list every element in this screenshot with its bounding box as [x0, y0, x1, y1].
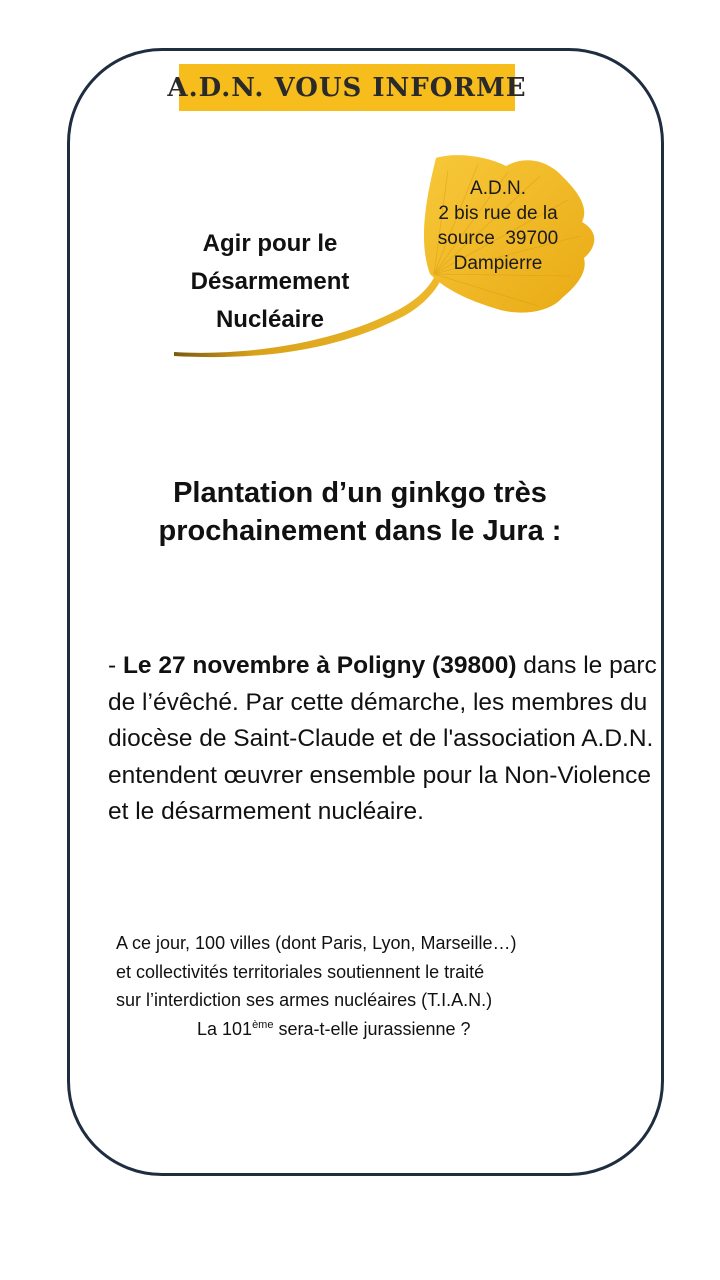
org-name-line: Agir pour le	[202, 230, 338, 257]
headline	[100, 474, 620, 550]
event-body: dans le parc de l’évêché. Par cette démarche, les membres du diocèse de Saint-Claude et de l'association A.D.N. entendent œuvrer ensemble pour la Non-Violence et le désarmement nucléaire.	[108, 652, 657, 825]
org-name-line: Nucléaire	[215, 306, 325, 333]
event-dash: -	[108, 652, 123, 679]
question-superscript: ème	[252, 1018, 274, 1031]
org-name	[170, 225, 370, 339]
event-date-place: Le 27 novembre à Poligny (39800)	[122, 652, 517, 679]
event-description	[108, 648, 670, 831]
headline-line: Plantation d’un ginkgo très	[173, 477, 547, 509]
address-line: 2 bis rue de la	[438, 203, 558, 224]
closing-question	[116, 1015, 636, 1044]
question-suffix: sera-t-elle jurassienne ?	[273, 1018, 471, 1039]
closing-line: et collectivités territoriales soutiennent le traité	[116, 961, 485, 982]
closing-line: sur l’interdiction ses armes nucléaires (T.I.A.N.)	[116, 990, 493, 1010]
closing-line: A ce jour, 100 villes (dont Paris, Lyon, Marseille…)	[116, 933, 517, 953]
closing-note	[116, 929, 636, 1043]
org-name-line: Désarmement	[190, 268, 350, 295]
address-line: Dampierre	[453, 253, 543, 274]
question-prefix: La 101	[197, 1018, 253, 1039]
banner-title: A.D.N. VOUS INFORME	[167, 72, 527, 103]
address-line: source 39700	[437, 228, 559, 249]
headline-line: prochainement dans le Jura :	[158, 515, 562, 547]
org-address	[418, 176, 578, 276]
address-line: A.D.N.	[470, 178, 526, 199]
header-banner	[167, 64, 527, 111]
